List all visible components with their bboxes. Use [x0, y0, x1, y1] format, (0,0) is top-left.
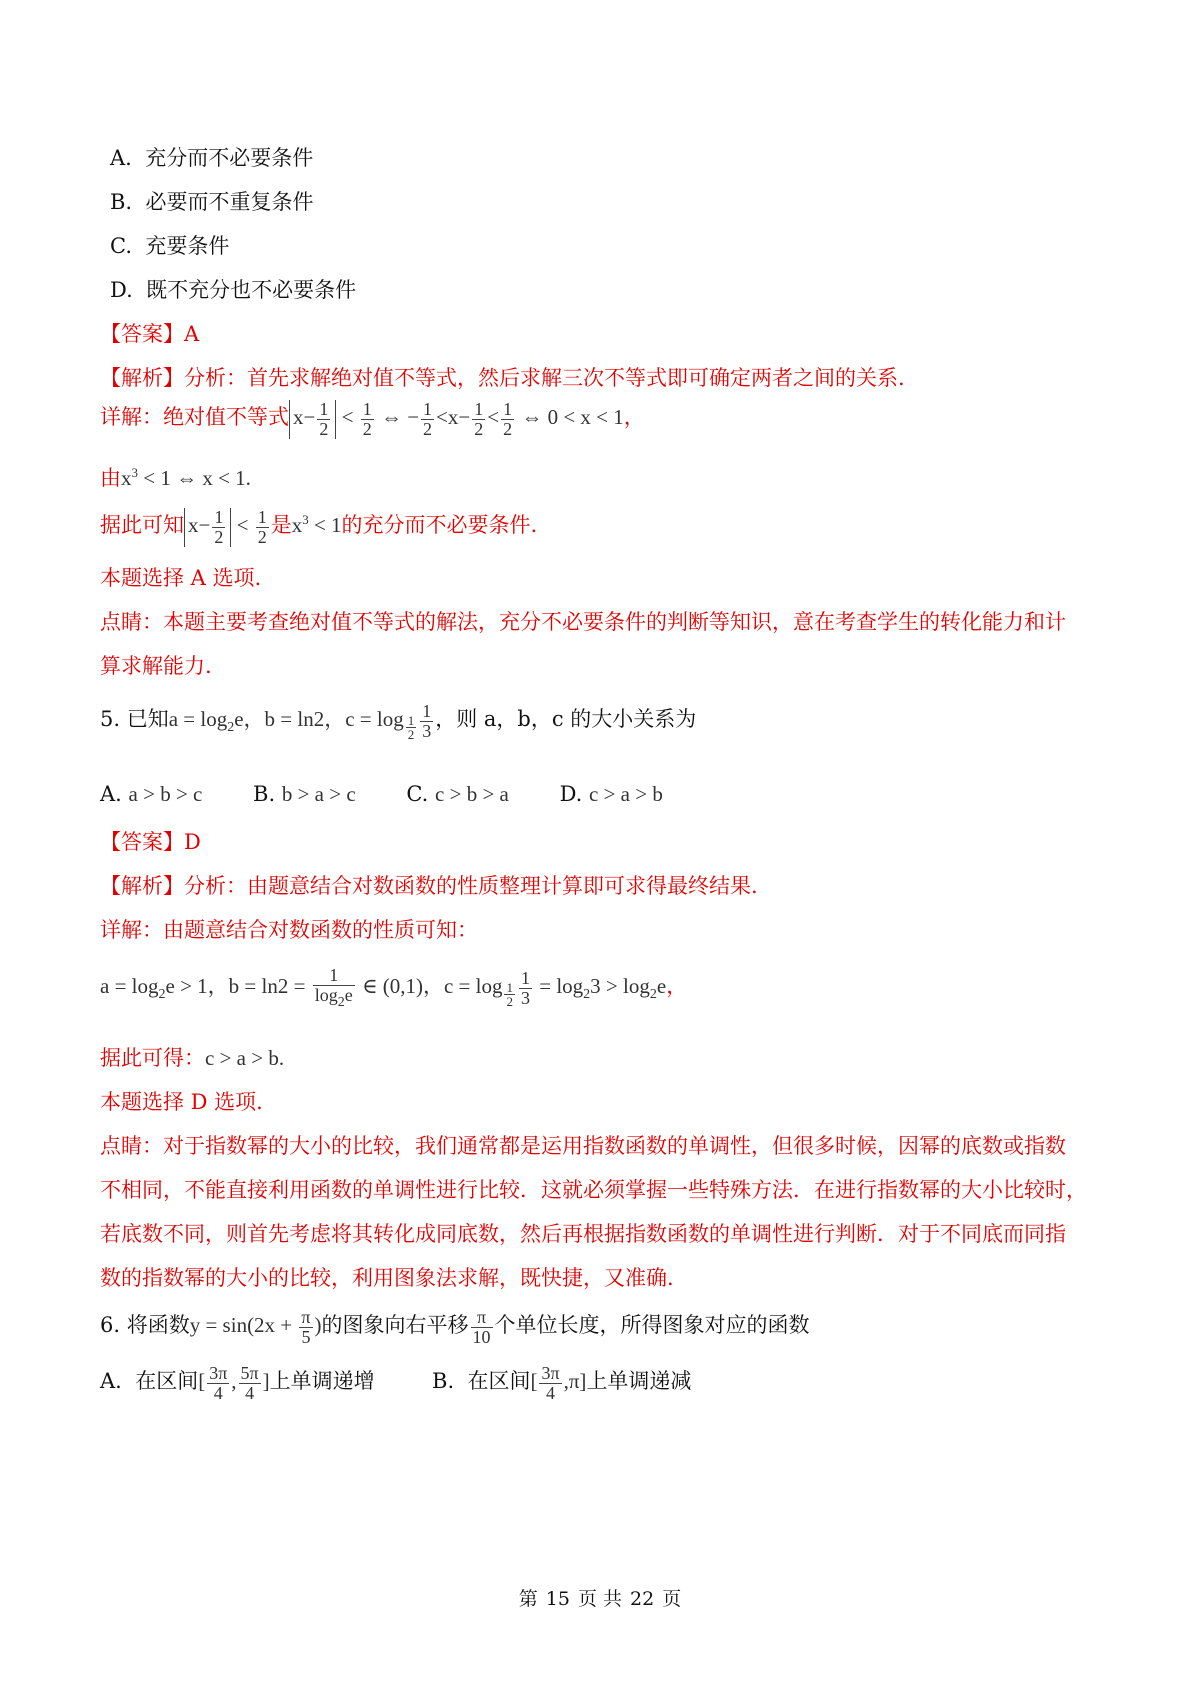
total-pages: 22	[630, 1588, 655, 1610]
cubic-inequality-formula: $x^3 < 1$ ⇔ x < 1.	[121, 465, 251, 490]
q4-comment-1: 点睛：本题主要考查绝对值不等式的解法，充分不必要条件的判断等知识，意在考查学生的转化能力和计	[100, 610, 1066, 634]
q4-detail: 详解：绝对值不等式 x− $\frac{1}{2}$ < $\frac{1}{2}$ ⇔ − $\frac{1}{2}$ <x− $\frac{1}{2}$ < $\frac{1}{2}$ ⇔ 0 < x < 1，	[100, 399, 645, 439]
q5-derivation: $a = \log_2e > 1$，b = ln2 = $\frac{1}{\log_2e}$ ∈ (0,1)，c = log $_{\frac{1}{2}}$ $\frac{1}{3}$ = $\log_23 > \log_2e$，	[100, 965, 688, 1010]
q6-stem: 6. 将函数y = sin(2x + $\frac{\pi}{5}$ )的图象向右平移 $\frac{\pi}{10}$ 个单位长度，所得图象对应的函数	[100, 1307, 810, 1347]
q5-analysis: 【解析】分析：由题意结合对数函数的性质整理计算即可求得最终结果.	[100, 874, 758, 898]
q5-choose: 本题选择 D 选项.	[100, 1090, 263, 1114]
q6-options: A. 在区间[ $\frac{3\pi}{4}$ , $\frac{5\pi}{4}$ ]上单调递增 B. 在区间[ $\frac{3\pi}{4}$ ,π]上单调递减	[100, 1363, 692, 1403]
q4-answer: 【答案】A	[100, 322, 200, 346]
page-number: 15	[545, 1588, 570, 1610]
q4-option-b: B. 必要而不重复条件	[110, 190, 314, 214]
q5-answer: 【答案】D	[100, 830, 201, 854]
q4-option-a: A. 充分而不必要条件	[110, 146, 314, 170]
q5-comment-2: 不相同，不能直接利用函数的单调性进行比较．这就必须掌握一些特殊方法．在进行指数幂的大小比较时，	[100, 1178, 1087, 1202]
q5-derivation-formula: $a = \log_2e > 1$，b = ln2 = $\frac{1}{\log_2e}$ ∈ (0,1)，c = log $_{\frac{1}{2}}$ $\frac{1}{3}$ = $\log_23 > \log_2e$	[100, 965, 667, 1010]
q4-comment-2: 算求解能力.	[100, 654, 212, 678]
q6-interval-b: [ $\frac{3\pi}{4}$ ,π]	[530, 1363, 587, 1403]
page-footer: 第 15 页 共 22 页	[518, 1588, 682, 1610]
q4-step2: 由$x^3 < 1$ ⇔ x < 1.	[100, 465, 251, 490]
abs-inequality-formula-2: x− $\frac{1}{2}$ < $\frac{1}{2}$	[184, 513, 271, 537]
q6-interval-a: [ $\frac{3\pi}{4}$ , $\frac{5\pi}{4}$ ]	[198, 1363, 270, 1403]
cubic-formula-2: $x^3 < 1$	[291, 512, 342, 538]
q4-step3: 据此可知 x− $\frac{1}{2}$ < $\frac{1}{2}$ 是$x^3 < 1$的充分而不必要条件.	[100, 507, 538, 547]
q5-comment-4: 数的指数幂的大小的比较，利用图象法求解，既快捷，又准确.	[100, 1266, 674, 1290]
q6-function-formula: y = sin(2x + $\frac{\pi}{5}$ )	[189, 1307, 322, 1347]
q5-options: A. a > b > c B. b > a > c C. c > b > a D. c > a > b	[100, 782, 663, 806]
q4-analysis: 【解析】分析：首先求解绝对值不等式，然后求解三次不等式即可确定两者之间的关系.	[100, 366, 905, 390]
q4-option-c: C. 充要条件	[110, 234, 230, 258]
q5-comment-3: 若底数不同，则首先考虑将其转化成同底数，然后再根据指数函数的单调性进行判断．对于不同底而同指	[100, 1222, 1066, 1246]
q4-choose: 本题选择 A 选项.	[100, 566, 262, 590]
q5-result: 据此可得：c > a > b.	[100, 1046, 285, 1070]
q4-option-d: D. 既不充分也不必要条件	[110, 278, 357, 302]
q5-given-formula: $a = \log_2e$，b = ln2，c = log $_{\frac{1}{2}}$ $\frac{1}{3}$	[168, 701, 432, 743]
q6-shift-formula: $\frac{\pi}{10}$	[472, 1307, 491, 1347]
q5-detail: 详解：由题意结合对数函数的性质可知：	[100, 918, 478, 942]
q5-stem: 5. 已知$a = \log_2e$，b = ln2，c = log $_{\frac{1}{2}}$ $\frac{1}{3}$ ，则 a，b，c 的大小关系为	[100, 701, 697, 743]
abs-inequality-formula: x− $\frac{1}{2}$ < $\frac{1}{2}$ ⇔ − $\frac{1}{2}$ <x− $\frac{1}{2}$ < $\frac{1}{2}$ ⇔ 0 < x < 1	[289, 405, 624, 429]
q5-comment-1: 点睛：对于指数幂的大小的比较，我们通常都是运用指数函数的单调性，但很多时候，因幂的底数或指数	[100, 1134, 1066, 1158]
